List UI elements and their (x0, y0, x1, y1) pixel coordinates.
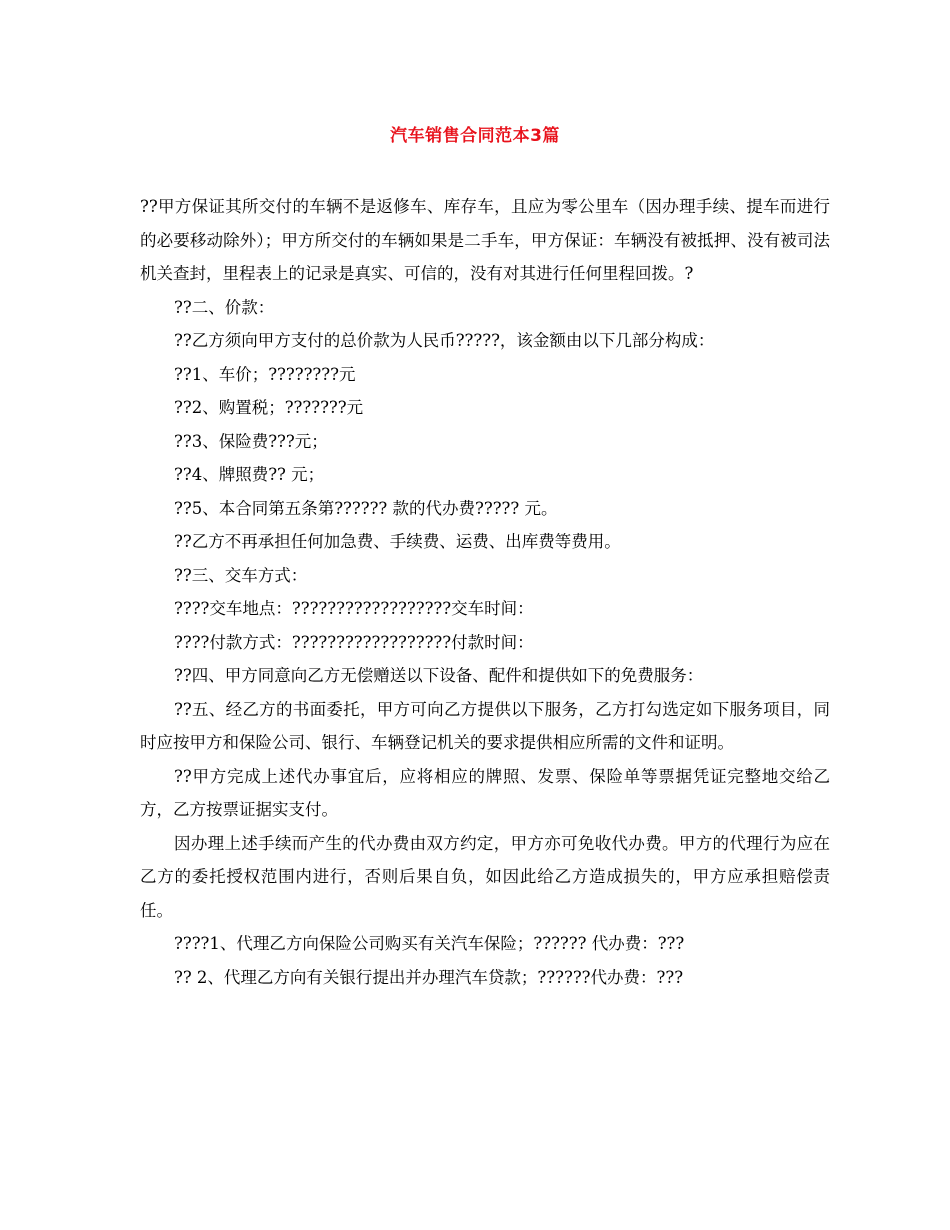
paragraph: ??5、本合同第五条第?????? 款的代办费????? 元。 (174, 498, 558, 518)
paragraph: ??二、价款： (174, 297, 275, 317)
paragraph: ????交车地点：??????????????????交车时间： (174, 599, 534, 618)
paragraph: ??1、车价；????????元 (174, 364, 356, 384)
paragraph: ??甲方完成上述代办事宜后，应将相应的牌照、发票、保险单等票据凭证完整地交给乙方，乙方按票证据实支付。 (140, 766, 830, 819)
paragraph: ????1、代理乙方向保险公司购买有关汽车保险；?????? 代办费：??? (174, 934, 685, 953)
paragraph: ??五、经乙方的书面委托，甲方可向乙方提供以下服务，乙方打勾选定如下服务项目，同时应按甲方和保险公司、银行、车辆登记机关的要求提供相应所需的文件和证明。 (140, 699, 830, 752)
paragraph: ??乙方不再承担任何加急费、手续费、运费、出库费等费用。 (174, 532, 621, 551)
paragraph: ??2、购置税；???????元 (174, 398, 364, 417)
paragraph: 因办理上述手续而产生的代办费由双方约定，甲方亦可免收代办费。甲方的代理行为应在乙方的委托授权范围内进行，否则后果自负，如因此给乙方造成损失的，甲方应承担赔偿责任。 (140, 833, 830, 920)
paragraph: ?? 2、代理乙方向有关银行提出并办理汽车贷款；??????代办费：??? (174, 967, 684, 987)
paragraph: ??乙方须向甲方支付的总价款为人民币?????，该金额由以下几部分构成： (174, 331, 715, 350)
paragraph: ??3、保险费???元； (174, 431, 328, 451)
document-body (140, 190, 830, 994)
paragraph: ??三、交车方式： (174, 565, 308, 585)
paragraph: ??4、牌照费?? 元； (174, 465, 325, 484)
paragraph: ????付款方式：??????????????????付款时间： (174, 632, 534, 652)
paragraph: ??甲方保证其所交付的车辆不是返修车、库存车，且应为零公里车（因办理手续、提车而进行的必要移动除外）；甲方所交付的车辆如果是二手车，甲方保证：车辆没有被抵押、没有被司法机关查封，里程表上的记录是真实、可信的，没有对其进行任何里程回拨。? (140, 197, 830, 283)
paragraph: ??四、甲方同意向乙方无偿赠送以下设备、配件和提供如下的免费服务： (174, 666, 704, 685)
document-title: 汽车销售合同范本3篇 (390, 126, 560, 146)
